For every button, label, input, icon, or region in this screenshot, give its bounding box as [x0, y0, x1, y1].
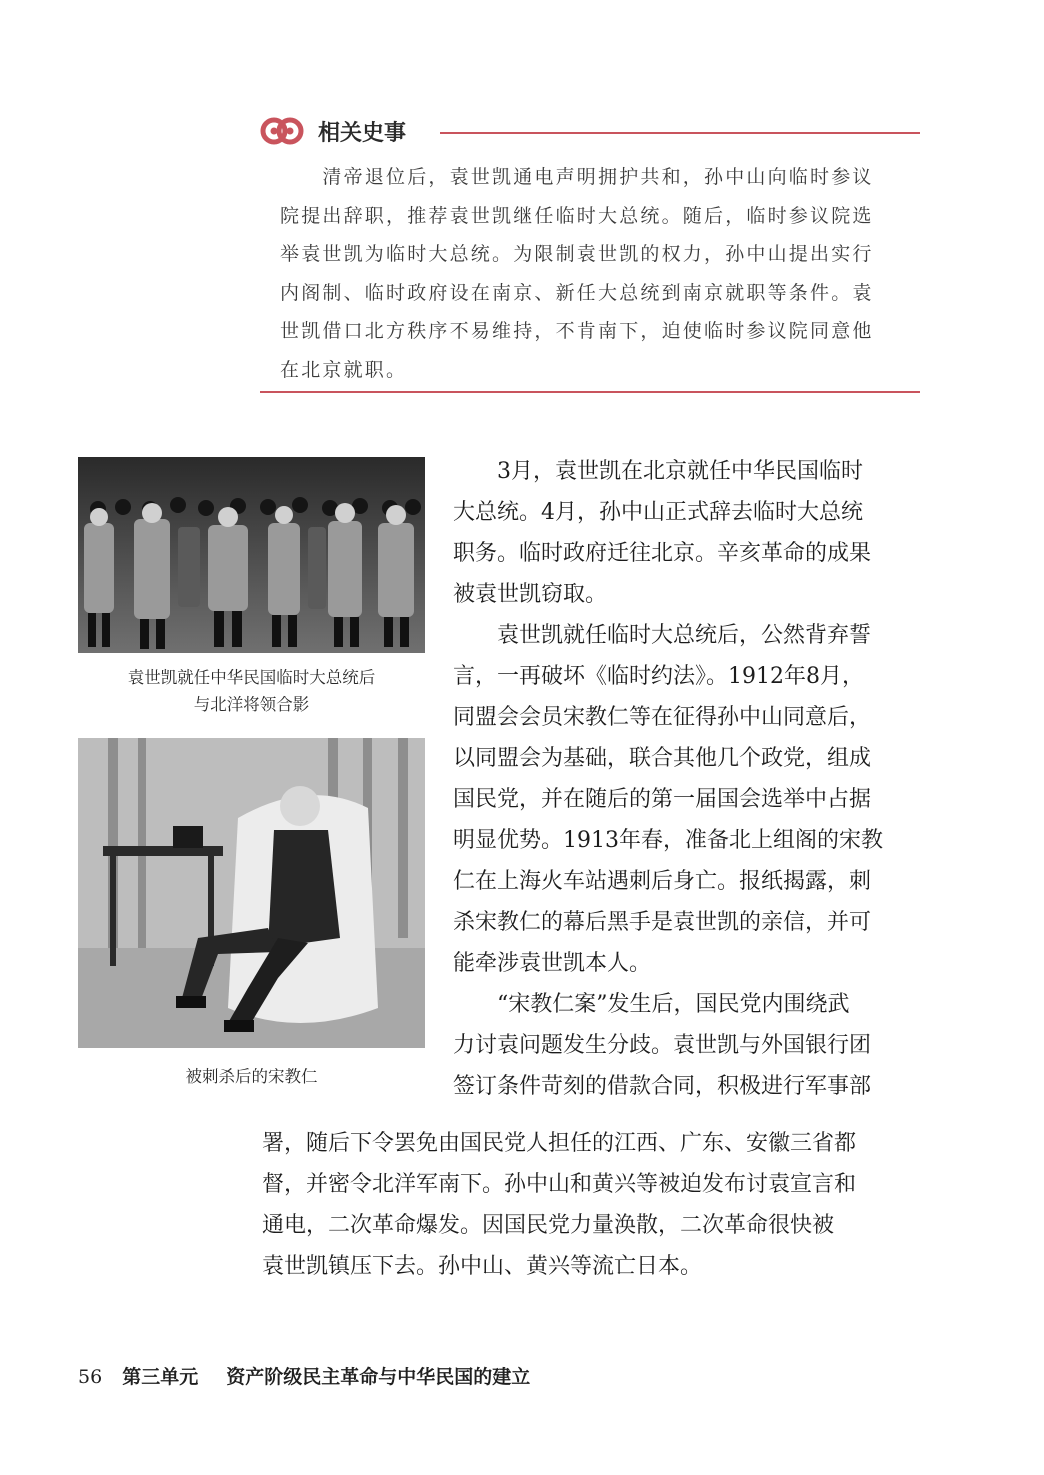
box-bottom-divider	[260, 391, 920, 393]
paragraph-line: 署，随后下令罢免由国民党人担任的江西、广东、安徽三省都	[262, 1131, 857, 1156]
paragraph-line: 杀宋教仁的幕后黑手是袁世凯的亲信，并可	[453, 910, 872, 935]
paragraph-line: 袁世凯镇压下去。孙中山、黄兴等流亡日本。	[262, 1254, 703, 1279]
paragraph-line: 能牵涉袁世凯本人。	[453, 951, 652, 976]
group-photo-caption	[78, 664, 425, 718]
paragraph-line: 大总统。4月，孙中山正式辞去临时大总统	[453, 500, 863, 525]
sidebar-line: 世凯借口北方秩序不易维持，不肯南下，迫使临时参议院同意他	[280, 320, 874, 342]
sidebar-line: 清帝退位后，袁世凯通电声明拥护共和，孙中山向临时参议	[280, 166, 874, 188]
related-history-header	[260, 108, 920, 154]
sidebar-line: 在北京就职。	[280, 358, 408, 381]
paragraph-line: 通电，二次革命爆发。因国民党力量涣散，二次革命很快被	[262, 1213, 835, 1238]
related-history-text	[280, 158, 900, 389]
chapter-title: 资产阶级民主革命与中华民国的建立	[226, 1366, 531, 1388]
paragraph-line: 仁在上海火车站遇刺后身亡。报纸揭露，刺	[453, 869, 872, 894]
related-history-icon	[260, 112, 304, 150]
paragraph-line: 以同盟会为基础，联合其他几个政党，组成	[453, 746, 872, 771]
paragraph-line: “宋教仁案”发生后，国民党内围绕武	[497, 992, 850, 1017]
page-footer	[78, 1362, 530, 1389]
sidebar-line: 院提出辞职，推荐袁世凯继任临时大总统。随后，临时参议院选	[280, 204, 874, 227]
sidebar-line: 举袁世凯为临时大总统。为限制袁世凯的权力，孙中山提出实行	[280, 243, 874, 265]
unit-label: 第三单元	[122, 1366, 199, 1388]
paragraph-line: 言，一再破坏《临时约法》。1912年8月，	[453, 664, 864, 689]
group-photo-icon	[78, 457, 425, 653]
paragraph-line: 3月，袁世凯在北京就任中华民国临时	[497, 459, 863, 484]
portrait-photo	[78, 738, 425, 1048]
related-history-title: 相关史事	[318, 121, 407, 146]
related-history-box	[260, 108, 920, 381]
paragraph-line: 袁世凯就任临时大总统后，公然背弃誓	[497, 623, 872, 648]
page-number: 56	[78, 1366, 103, 1388]
main-text-wide	[262, 1123, 919, 1287]
portrait-photo-icon	[78, 738, 425, 1048]
caption-line: 袁世凯就任中华民国临时大总统后	[127, 668, 376, 687]
paragraph-line: 被袁世凯窃取。	[453, 582, 608, 607]
paragraph-line: 国民党，并在随后的第一届国会选举中占据	[453, 787, 872, 812]
paragraph-line: 签订条件苛刻的借款合同，积极进行军事部	[453, 1074, 872, 1099]
main-text-narrow	[453, 451, 919, 1107]
caption-line: 与北洋将领合影	[193, 695, 310, 714]
sidebar-line: 内阁制、临时政府设在南京、新任大总统到南京就职等条件。袁	[280, 281, 874, 304]
paragraph-line: 同盟会会员宋教仁等在征得孙中山同意后，	[453, 705, 872, 730]
group-photo	[78, 457, 425, 653]
portrait-photo-caption	[78, 1063, 425, 1090]
paragraph-line: 职务。临时政府迁往北京。辛亥革命的成果	[453, 541, 872, 566]
header-divider	[440, 132, 920, 134]
paragraph-line: 力讨袁问题发生分歧。袁世凯与外国银行团	[453, 1033, 872, 1058]
paragraph-line: 明显优势。1913年春，准备北上组阁的宋教	[453, 828, 883, 853]
caption-line: 被刺杀后的宋教仁	[185, 1067, 318, 1086]
paragraph-line: 督，并密令北洋军南下。孙中山和黄兴等被迫发布讨袁宣言和	[262, 1172, 857, 1197]
